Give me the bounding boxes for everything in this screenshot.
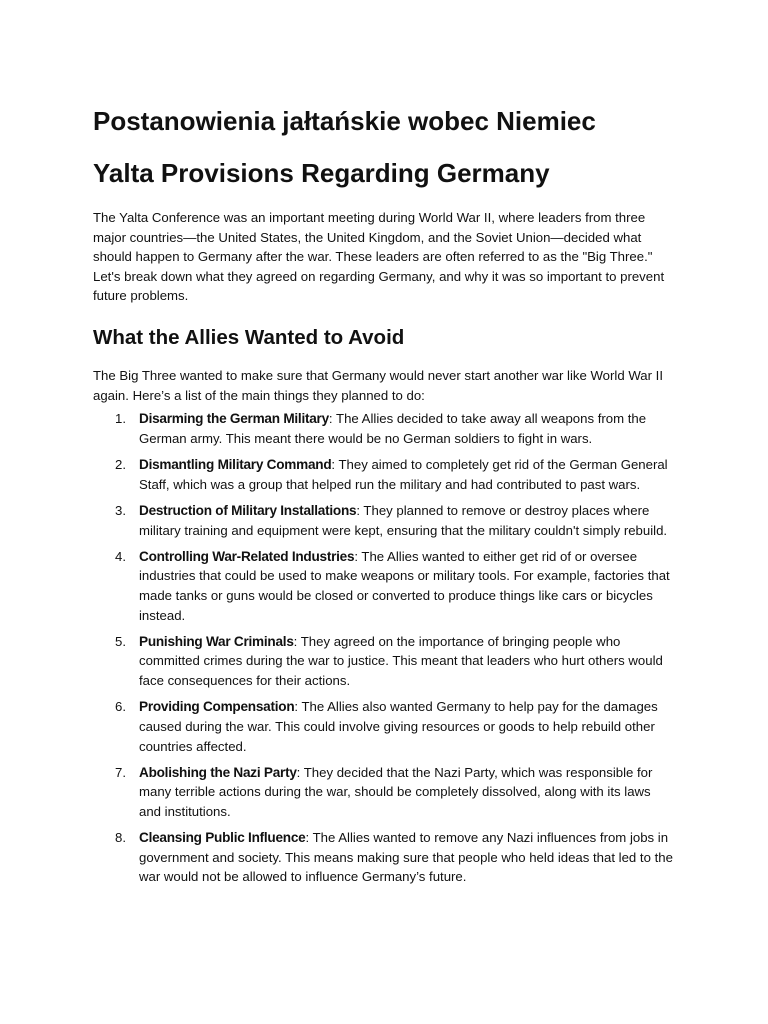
list-item-term: Disarming the German Military xyxy=(139,411,329,427)
list-item-number: 8. xyxy=(115,830,126,846)
intro-paragraph: The Yalta Conference was an important meeting during World War II, where leaders from three major countries—the United States, the United Kingdom, and the Soviet Union—decided what should happen to Germany after the war. These leaders are often referred to as the "Big Three." Let's break down what they agreed on regarding Germany, and why it was so important to prevent future problems. xyxy=(93,210,665,304)
list-item xyxy=(93,763,676,822)
list-item-term: Providing Compensation xyxy=(139,699,295,715)
list-item-term: Controlling War-Related Industries xyxy=(139,548,355,564)
section-heading: What the Allies Wanted to Avoid xyxy=(93,325,405,349)
list-item-term: Destruction of Military Installations xyxy=(139,502,357,518)
list-item xyxy=(93,501,676,540)
list-item-number: 6. xyxy=(115,699,126,715)
list-item-term: Punishing War Criminals xyxy=(139,633,294,649)
list-item-term: Abolishing the Nazi Party xyxy=(139,764,297,780)
section-lead-paragraph: The Big Three wanted to make sure that Germany would never start another war like World War II again. Here’s a list of the main things they planned to do: xyxy=(93,367,663,403)
list-item-number: 1. xyxy=(115,411,126,427)
list-item xyxy=(93,547,676,625)
list-item-number: 2. xyxy=(115,457,126,473)
list-item-description: : They planned to remove or destroy places where military training and equipment were kept, ensuring that the military couldn't simply rebuild. xyxy=(139,502,668,538)
list-item-description: : They agreed on the importance of bringing people who committed crimes during the war to justice. This meant that leaders who hurt others would face consequences for their actions. xyxy=(139,633,663,689)
list-item-description: : The Allies wanted to remove any Nazi influences from jobs in government and society. This means making sure that people who held ideas that led to the war would not be allowed to influence Germany’s future. xyxy=(139,830,673,885)
title-polish: Postanowienia jałtańskie wobec Niemiec xyxy=(93,106,596,136)
list-item-number: 4. xyxy=(115,548,126,564)
provisions-list xyxy=(93,409,676,887)
list-item-description: : The Allies also wanted Germany to help pay for the damages caused during the war. This could involve giving resources or goods to help rebuild other countries affected. xyxy=(139,699,658,754)
list-item-number: 5. xyxy=(115,633,126,649)
list-item xyxy=(93,697,676,756)
list-item-term: Cleansing Public Influence xyxy=(139,830,306,846)
list-item xyxy=(93,632,676,691)
list-item-description: : They decided that the Nazi Party, which was responsible for many terrible actions during the war, should be completely dissolved, along with its laws and institutions. xyxy=(139,764,653,819)
list-item-description: : The Allies decided to take away all weapons from the German army. This meant there would be no German soldiers to fight in wars. xyxy=(139,411,647,446)
list-item-description: : They aimed to completely get rid of the German General Staff, which was a group that helped run the military and had contributed to past wars. xyxy=(139,457,668,492)
list-item xyxy=(93,409,676,448)
list-item-term: Dismantling Military Command xyxy=(139,457,332,473)
list-item-description: : The Allies wanted to either get rid of or oversee industries that could be used to make weapons or military tools. For example, factories that made tanks or guns would be closed or converted to produce things like cars or bicycles instead. xyxy=(139,548,670,623)
list-item-number: 3. xyxy=(115,502,126,518)
list-item xyxy=(93,828,676,887)
list-item xyxy=(93,455,676,494)
title-english: Yalta Provisions Regarding Germany xyxy=(93,158,550,188)
list-item-number: 7. xyxy=(115,764,126,780)
